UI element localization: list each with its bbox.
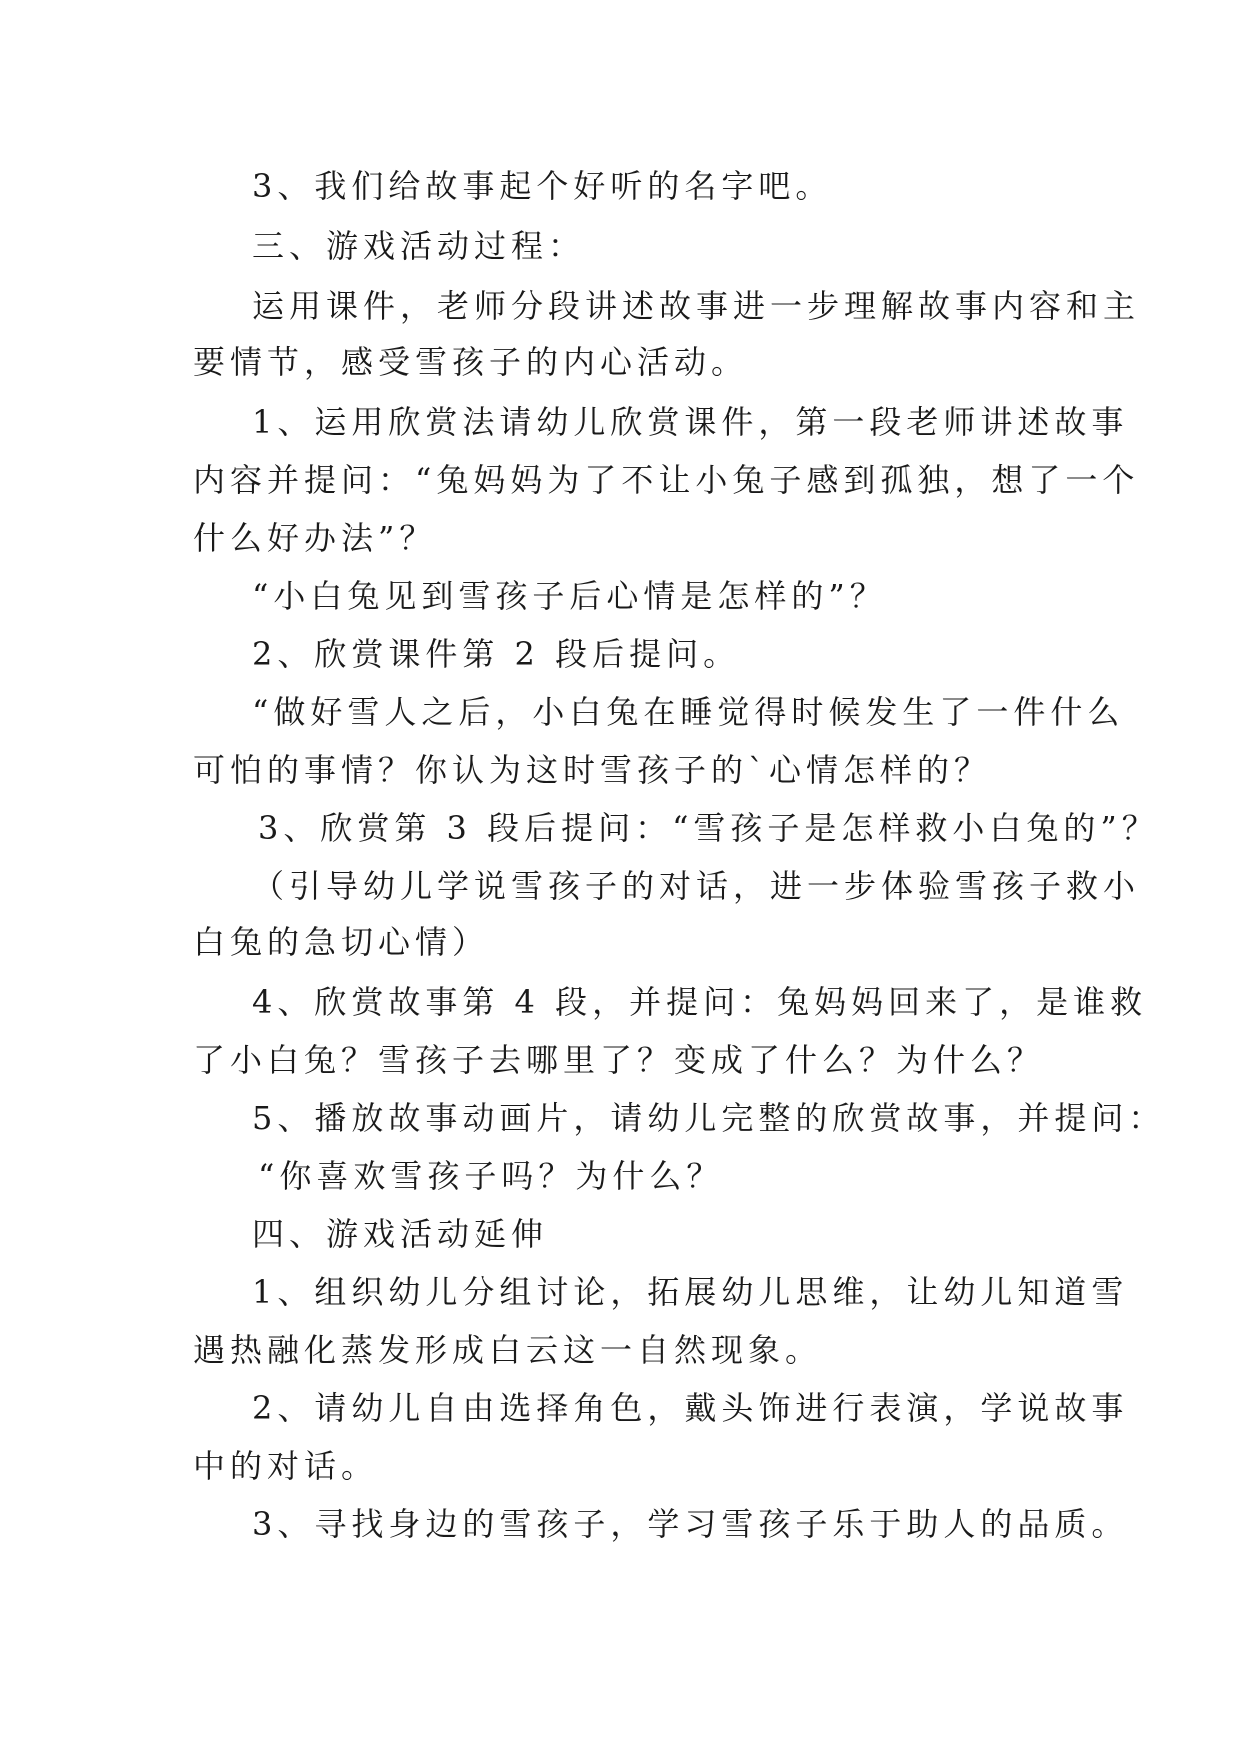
text-line: 5、播放故事动画片，请幼儿完整的欣赏故事，并提问： <box>252 1099 1166 1137</box>
text-line: 内容并提问：“兔妈妈为了不让小兔子感到孤独，想了一个 <box>193 461 1140 499</box>
text-line: 白兔的急切心情） <box>193 923 490 961</box>
text-line: 1、组织幼儿分组讨论，拓展幼儿思维，让幼儿知道雪 <box>252 1273 1129 1311</box>
section-heading: 四、游戏活动延伸 <box>252 1215 549 1253</box>
text-line: 遇热融化蒸发形成白云这一自然现象。 <box>193 1331 823 1369</box>
text-line: 了小白兔？雪孩子去哪里了？变成了什么？为什么？ <box>193 1041 1045 1079</box>
text-line: 2、欣赏课件第 2 段后提问。 <box>252 635 741 673</box>
text-line: 3、我们给故事起个好听的名字吧。 <box>252 167 833 205</box>
text-line: 中的对话。 <box>193 1447 379 1485</box>
text-line: “小白兔见到雪孩子后心情是怎样的”？ <box>252 577 887 615</box>
text-line: 4、欣赏故事第 4 段，并提问：兔妈妈回来了，是谁救 <box>252 983 1148 1021</box>
text-line: 2、请幼儿自由选择角色，戴头饰进行表演，学说故事 <box>252 1389 1129 1427</box>
text-line: “你喜欢雪孩子吗？为什么？ <box>258 1157 724 1195</box>
text-line: 可怕的事情？你认为这时雪孩子的`心情怎样的？ <box>193 751 992 789</box>
text-line: 3、寻找身边的雪孩子，学习雪孩子乐于助人的品质。 <box>252 1505 1129 1543</box>
text-line: “做好雪人之后，小白兔在睡觉得时候发生了一件什么 <box>252 693 1125 731</box>
text-line: 3、欣赏第 3 段后提问：“雪孩子是怎样救小白兔的”？ <box>258 809 1159 847</box>
section-heading: 三、游戏活动过程： <box>252 227 586 265</box>
text-line: 要情节，感受雪孩子的内心活动。 <box>193 343 749 381</box>
text-line: （引导幼儿学说雪孩子的对话，进一步体验雪孩子救小 <box>252 867 1141 905</box>
text-line: 什么好办法”？ <box>193 519 437 557</box>
text-line: 运用课件，老师分段讲述故事进一步理解故事内容和主 <box>252 287 1141 325</box>
text-line: 1、运用欣赏法请幼儿欣赏课件，第一段老师讲述故事 <box>252 403 1129 441</box>
